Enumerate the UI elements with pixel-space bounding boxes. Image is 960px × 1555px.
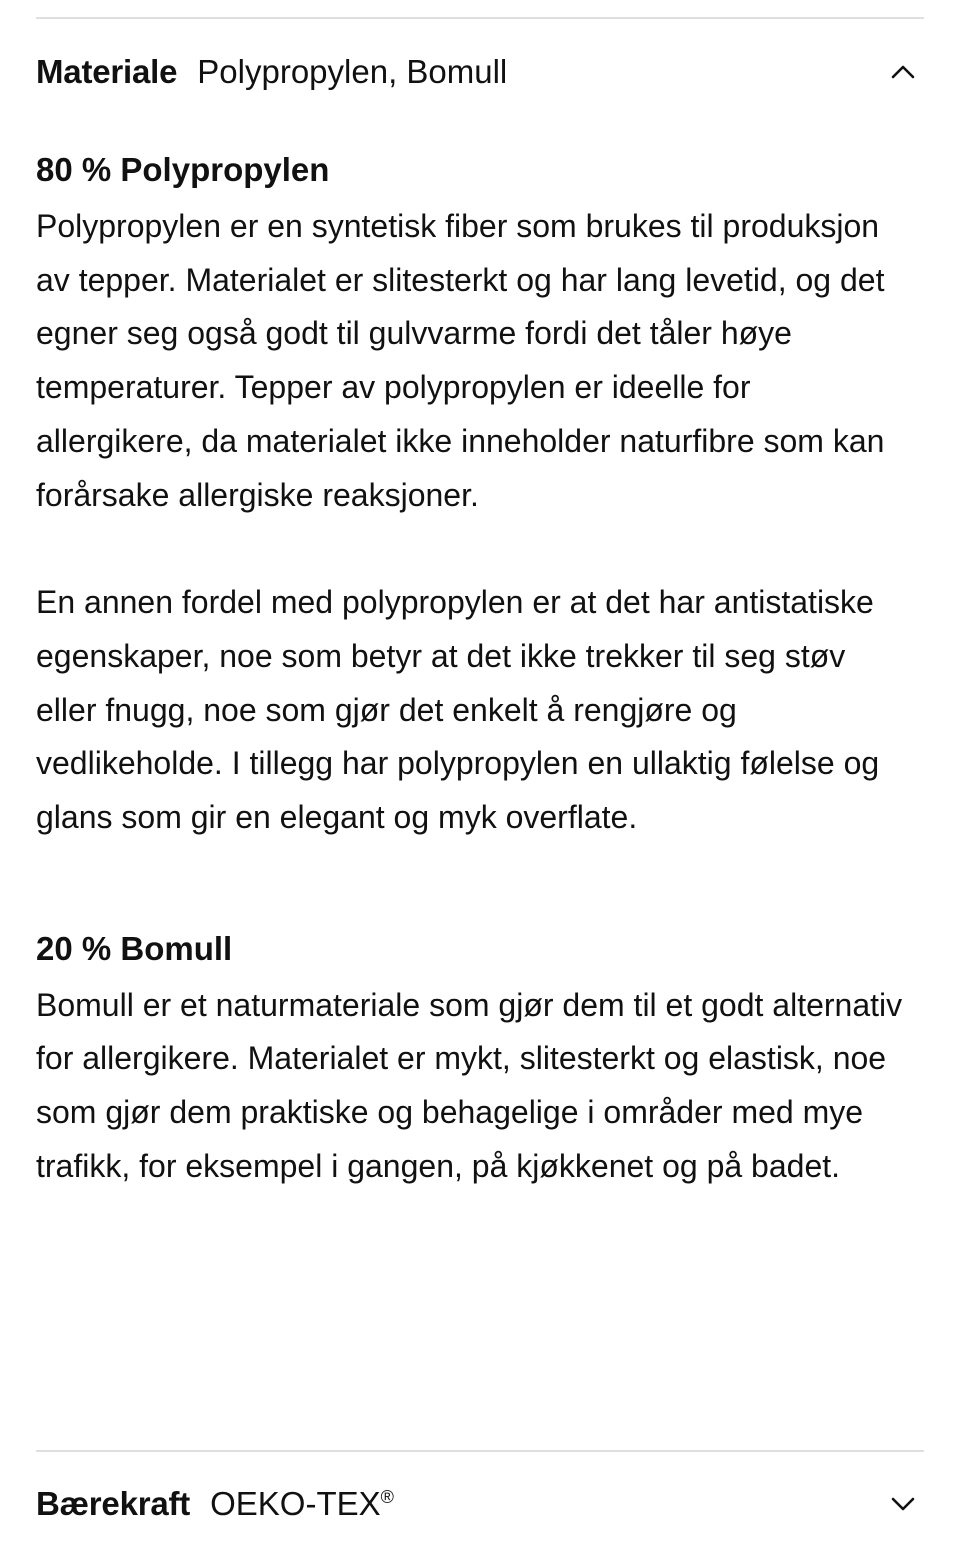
material-heading: 80 % Polypropylen (36, 151, 330, 188)
material-paragraph: En annen fordel med polypropylen er at det har antistatiske egenskaper, noe som betyr at det ikke trekker til seg støv eller fnugg, noe som gjør det enkelt å rengjøre og vedlikeholde. I tillegg har polypropylen en ullaktig følelse og glans som gir en elegant og myk overflate. (36, 584, 880, 836)
material-paragraph: Bomull er et naturmateriale som gjør dem til et godt alternativ for allergikere. Materialet er mykt, slitesterkt og elastisk, noe som gjør dem praktiske og behagelige i områder med mye trafikk, for eksempel i gangen, på kjøkkenet og på badet. (36, 986, 903, 1184)
material-heading: 20 % Bomull (36, 929, 233, 967)
material-section-polypropylen (36, 146, 906, 845)
accordion-title: Bærekraft (36, 1485, 191, 1522)
accordion-content-materiale (36, 146, 906, 1194)
certification-label: OEKO-TEX (210, 1485, 381, 1522)
registered-mark: ® (380, 1487, 394, 1507)
accordion-header-materiale[interactable] (36, 42, 924, 102)
accordion-summary: Polypropylen, Bomull (197, 53, 508, 90)
top-divider (36, 17, 924, 19)
material-paragraph: Polypropylen er en syntetisk fiber som brukes til produksjon av tepper. Materialet er slitesterkt og har lang levetid, og det egner seg også godt til gulvvarme fordi det tåler høye temperaturer. Tepper av polypropylen er ideelle for allergikere, da materialet ikke inneholder naturfibre som kan forårsake allergiske reaksjoner. (36, 208, 885, 513)
chevron-up-icon[interactable] (888, 57, 918, 87)
accordion-summary (210, 1485, 394, 1523)
accordion-header-baerekraft[interactable] (36, 1474, 924, 1534)
chevron-down-icon[interactable] (888, 1489, 918, 1519)
accordion-title: Materiale (36, 53, 178, 90)
section-divider (36, 1450, 924, 1452)
material-section-bomull (36, 925, 906, 1194)
